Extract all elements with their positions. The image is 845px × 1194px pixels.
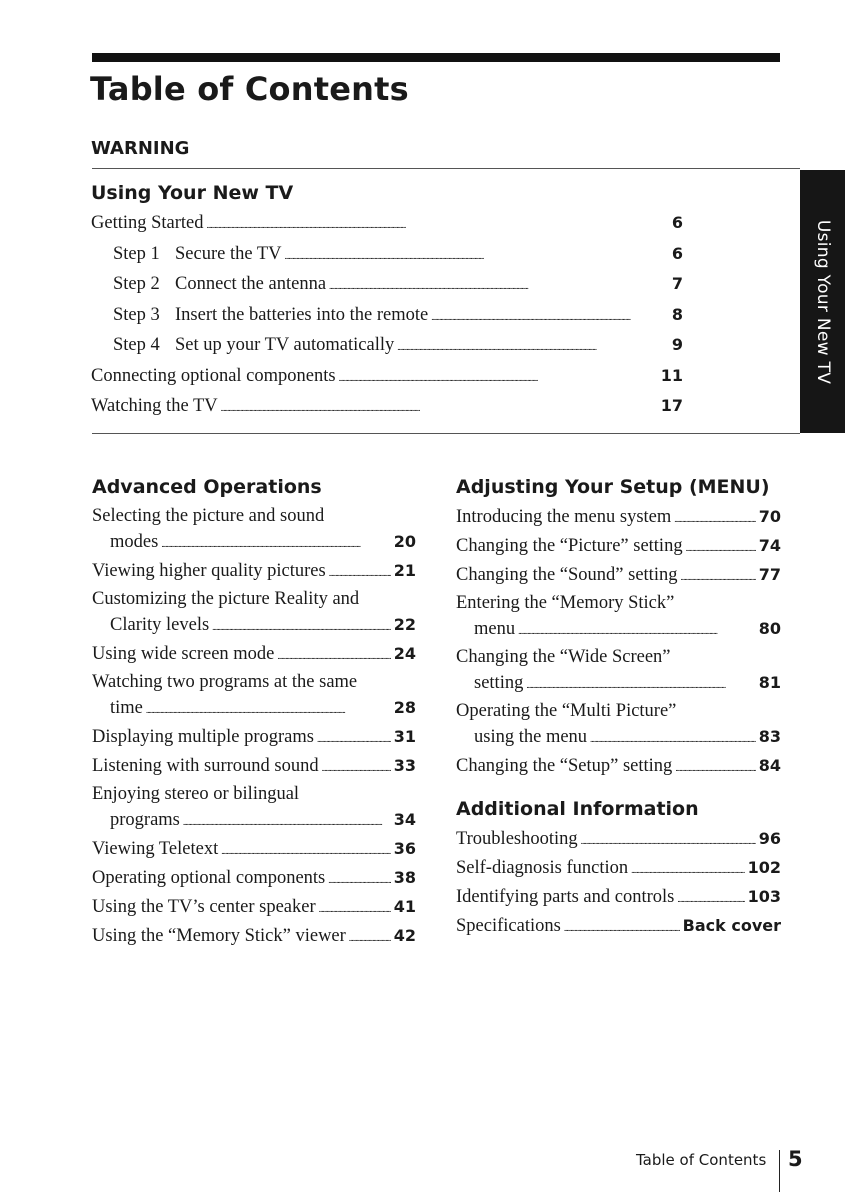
entry-text: Watching the TV	[91, 396, 218, 416]
dot-leader	[564, 914, 680, 941]
entry-text: Introducing the menu system	[456, 507, 672, 527]
section-heading-adjusting: Adjusting Your Setup (MENU)	[456, 476, 770, 498]
footer-divider	[779, 1150, 780, 1192]
divider-middle	[92, 433, 800, 434]
toc-advanced	[92, 504, 416, 952]
section-heading-additional: Additional Information	[456, 798, 699, 820]
entry-text: Changing the “Picture” setting	[456, 536, 683, 556]
page-number: 17	[660, 396, 683, 415]
entry-text: Viewing Teletext	[92, 839, 219, 859]
entry-text: Listening with surround sound	[92, 756, 319, 776]
dot-leader	[339, 363, 658, 393]
entry-text: Identifying parts and controls	[456, 887, 675, 907]
toc-entry[interactable]	[456, 884, 781, 912]
dot-leader	[277, 642, 390, 669]
dot-leader	[319, 895, 391, 922]
entry-text-line1: Watching two programs at the same	[92, 672, 358, 692]
dot-leader	[322, 754, 391, 781]
entry-text: using the menu	[474, 727, 588, 747]
entry-text: Viewing higher quality pictures	[92, 561, 326, 581]
toc-entry[interactable]	[92, 641, 416, 669]
dot-leader	[581, 827, 756, 854]
entry-text-line1: Changing the “Wide Screen”	[456, 647, 671, 667]
dot-leader	[329, 559, 391, 586]
page-title: Table of Contents	[90, 70, 409, 108]
page-number: 6	[671, 213, 683, 232]
entry-text-line1: Selecting the picture and sound	[92, 506, 325, 526]
entry-text: programs	[110, 810, 180, 830]
toc-entry[interactable]	[92, 670, 416, 723]
entry-text-line1: Entering the “Memory Stick”	[456, 593, 675, 613]
toc-entry[interactable]	[92, 836, 416, 864]
dot-leader	[212, 613, 391, 640]
dot-leader	[329, 271, 669, 301]
dot-leader	[207, 210, 669, 240]
toc-entry[interactable]	[456, 591, 781, 644]
toc-entry[interactable]	[91, 301, 683, 332]
entry-text-line1: Customizing the picture Reality and	[92, 589, 360, 609]
dot-leader	[674, 505, 755, 532]
entry-text: Operating optional components	[92, 868, 326, 888]
entry-text: Self-diagnosis function	[456, 858, 629, 878]
divider-top	[92, 168, 800, 169]
toc-entry[interactable]	[456, 826, 781, 854]
page-number: 80	[758, 619, 781, 638]
section-heading-using-tv: Using Your New TV	[91, 182, 294, 204]
page-number: 81	[758, 673, 781, 692]
toc-entry[interactable]	[92, 504, 416, 557]
dot-leader	[221, 837, 391, 864]
toc-entry[interactable]	[92, 782, 416, 835]
toc-entry[interactable]	[92, 558, 416, 586]
toc-additional	[456, 826, 781, 942]
toc-entry[interactable]	[456, 504, 781, 532]
entry-text: Insert the batteries into the remote	[175, 304, 429, 325]
page-number: 74	[758, 536, 781, 555]
page-number: 84	[758, 756, 781, 775]
entry-text: Set up your TV automatically	[175, 335, 395, 355]
step-label: Step 2	[113, 274, 160, 294]
entry-text: Clarity levels	[110, 615, 210, 635]
entry-text: modes	[110, 532, 159, 552]
dot-leader	[285, 241, 669, 271]
dot-leader	[161, 530, 390, 557]
dot-leader	[680, 563, 755, 590]
step-label: Step 1	[113, 243, 160, 264]
dot-leader	[590, 725, 756, 752]
page-number: 83	[758, 727, 781, 746]
toc-entry[interactable]	[92, 587, 416, 640]
page-number: 28	[393, 698, 416, 717]
page-number: 41	[393, 897, 416, 916]
page-number: 96	[758, 829, 781, 848]
toc-entry[interactable]	[456, 753, 781, 781]
dot-leader	[631, 856, 744, 883]
page-number: 21	[393, 561, 416, 580]
toc-entry[interactable]	[456, 562, 781, 590]
footer-section-label: Table of Contents	[636, 1151, 767, 1169]
toc-entry[interactable]	[456, 913, 781, 941]
entry-text: Using the TV’s center speaker	[92, 897, 316, 917]
toc-entry[interactable]	[91, 392, 683, 423]
dot-leader	[675, 754, 755, 781]
toc-entry[interactable]	[91, 240, 683, 271]
entry-text: Changing the “Sound” setting	[456, 565, 678, 585]
step-label: Step 4	[113, 335, 160, 355]
toc-entry[interactable]	[91, 331, 683, 362]
dot-leader	[317, 725, 391, 752]
page-number: 34	[393, 810, 416, 829]
page-number: 38	[393, 868, 416, 887]
page-number: 77	[758, 565, 781, 584]
entry-text: setting	[474, 673, 524, 693]
entry-text-line1: Operating the “Multi Picture”	[456, 701, 677, 721]
page-number: 70	[758, 507, 781, 526]
toc-using-tv	[91, 209, 683, 423]
page-number: 20	[393, 532, 416, 551]
dot-leader	[526, 671, 755, 698]
dot-leader	[349, 924, 391, 951]
footer-page-number: 5	[788, 1147, 803, 1171]
entry-text: Connecting optional components	[91, 365, 336, 386]
dot-leader	[686, 534, 756, 561]
top-rule	[92, 53, 780, 62]
dot-leader	[518, 617, 756, 644]
page-number: 22	[393, 615, 416, 634]
toc-entry[interactable]	[456, 699, 781, 752]
side-tab[interactable]	[800, 170, 845, 433]
dot-leader	[431, 302, 669, 332]
page-number: Back cover	[682, 916, 781, 935]
entry-text: time	[110, 698, 143, 718]
page-number: 7	[671, 274, 683, 293]
side-tab-label: Using Your New TV	[812, 219, 833, 384]
dot-leader	[328, 866, 390, 893]
entry-text: Troubleshooting	[456, 829, 578, 849]
toc-entry[interactable]	[92, 753, 416, 781]
step-label: Step 3	[113, 304, 160, 325]
entry-text: Connect the antenna	[175, 274, 327, 294]
page-number: 102	[747, 858, 781, 877]
toc-entry[interactable]	[456, 645, 781, 698]
dot-leader	[397, 332, 669, 362]
dot-leader	[677, 885, 744, 912]
page-number: 24	[393, 644, 416, 663]
toc-entry[interactable]	[456, 855, 781, 883]
toc-entry[interactable]	[91, 362, 683, 393]
toc-entry[interactable]	[92, 865, 416, 893]
warning-link[interactable]: WARNING	[91, 138, 190, 159]
entry-text: Using wide screen mode	[92, 644, 275, 664]
entry-text: Specifications	[456, 916, 561, 936]
toc-entry[interactable]	[91, 270, 683, 301]
toc-entry[interactable]	[91, 209, 683, 240]
entry-text: Displaying multiple programs	[92, 727, 314, 747]
toc-entry[interactable]	[92, 724, 416, 752]
dot-leader	[183, 808, 391, 835]
page-number: 8	[671, 304, 683, 324]
entry-text: Using the “Memory Stick” viewer	[92, 926, 346, 946]
toc-entry[interactable]	[92, 923, 416, 951]
toc-entry[interactable]	[92, 894, 416, 922]
page-number: 11	[660, 365, 683, 385]
page-number: 31	[393, 727, 416, 746]
toc-adjusting	[456, 504, 781, 782]
dot-leader	[221, 393, 658, 423]
entry-text-line1: Enjoying stereo or bilingual	[92, 784, 300, 804]
page-number: 36	[393, 839, 416, 858]
dot-leader	[146, 696, 391, 723]
entry-text: Changing the “Setup” setting	[456, 756, 673, 776]
entry-text: Getting Started	[91, 213, 204, 233]
page-number: 9	[671, 335, 683, 354]
page-number: 42	[393, 926, 416, 945]
page-number: 6	[671, 243, 683, 263]
section-heading-advanced: Advanced Operations	[92, 476, 322, 498]
toc-entry[interactable]	[456, 533, 781, 561]
entry-text: menu	[474, 619, 516, 639]
page-number: 33	[393, 756, 416, 775]
page-number: 103	[747, 887, 781, 906]
entry-text: Secure the TV	[175, 243, 282, 264]
